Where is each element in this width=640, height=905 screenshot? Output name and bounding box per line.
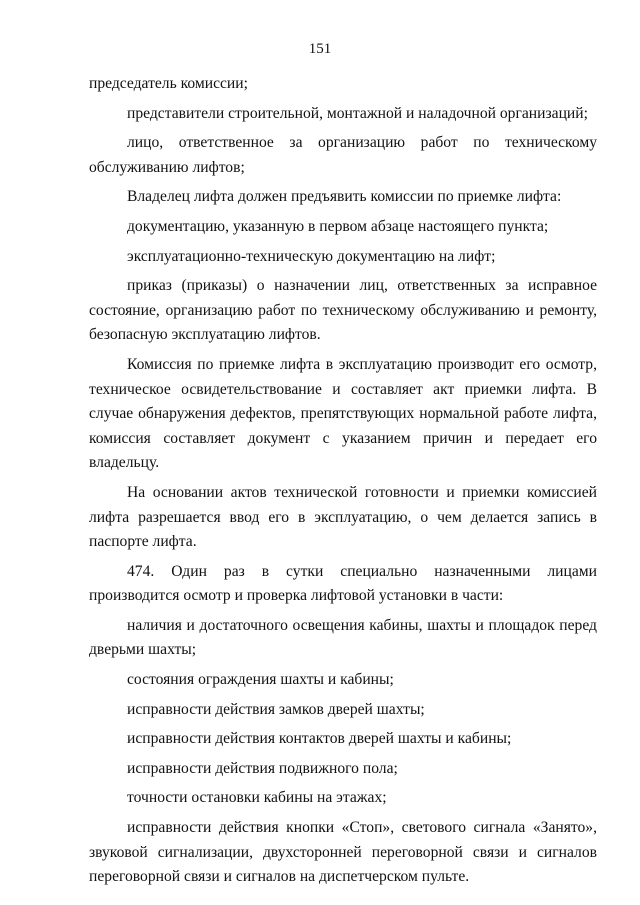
paragraph: Владелец лифта должен предъявить комиссии по приемке лифта: bbox=[127, 188, 562, 206]
paragraph: исправности действия замков дверей шахты; bbox=[127, 700, 425, 718]
section-474: 474. Один раз в сутки специально назначенными лицами производится осмотр и проверка лифтовой установки в части: bbox=[89, 562, 597, 605]
paragraph: исправности действия подвижного пола; bbox=[127, 759, 398, 777]
paragraph: состояния ограждения шахты и кабины; bbox=[127, 671, 394, 689]
paragraph: лицо, ответственное за организацию работ по техническому обслуживанию лифтов; bbox=[89, 134, 597, 176]
paragraph: На основании актов технической готовности и приемки комиссией лифта разрешается ввод его в эксплуатацию, о чем делается запись в паспорте лифта. bbox=[89, 483, 597, 551]
paragraph: представители строительной, монтажной и наладочной организаций; bbox=[127, 104, 588, 122]
paragraph: председатель комиссии; bbox=[89, 75, 248, 92]
page-number: 151 bbox=[308, 41, 332, 57]
paragraph: Комиссия по приемке лифта в эксплуатацию производит его осмотр, техническое освидетельствование и составляет акт приемки лифта. В случае обнаружения дефектов, препятствующих нормальной работе лифта, комиссия составляет документ с указанием причин и передает его владельцу. bbox=[89, 355, 597, 472]
paragraph: наличия и достаточного освещения кабины, шахты и площадок перед дверьми шахты; bbox=[89, 616, 597, 659]
paragraph: исправности действия кнопки «Стоп», светового сигнала «Занято», звуковой сигнализации, двухсторонней переговорной связи и сигналов переговорной связи и сигналов на диспетчерском пульте. bbox=[89, 819, 597, 886]
paragraph: точности остановки кабины на этажах; bbox=[127, 789, 387, 807]
paragraph: эксплуатационно-техническую документацию на лифт; bbox=[127, 247, 496, 265]
paragraph: приказ (приказы) о назначении лиц, ответственных за исправное состояние, организацию работ по техническому обслуживанию и ремонту, безопасную эксплуатацию лифтов. bbox=[89, 277, 597, 344]
paragraph: документацию, указанную в первом абзаце настоящего пункта; bbox=[127, 217, 549, 235]
paragraph: исправности действия контактов дверей шахты и кабины; bbox=[127, 730, 512, 748]
document-body bbox=[89, 72, 597, 890]
